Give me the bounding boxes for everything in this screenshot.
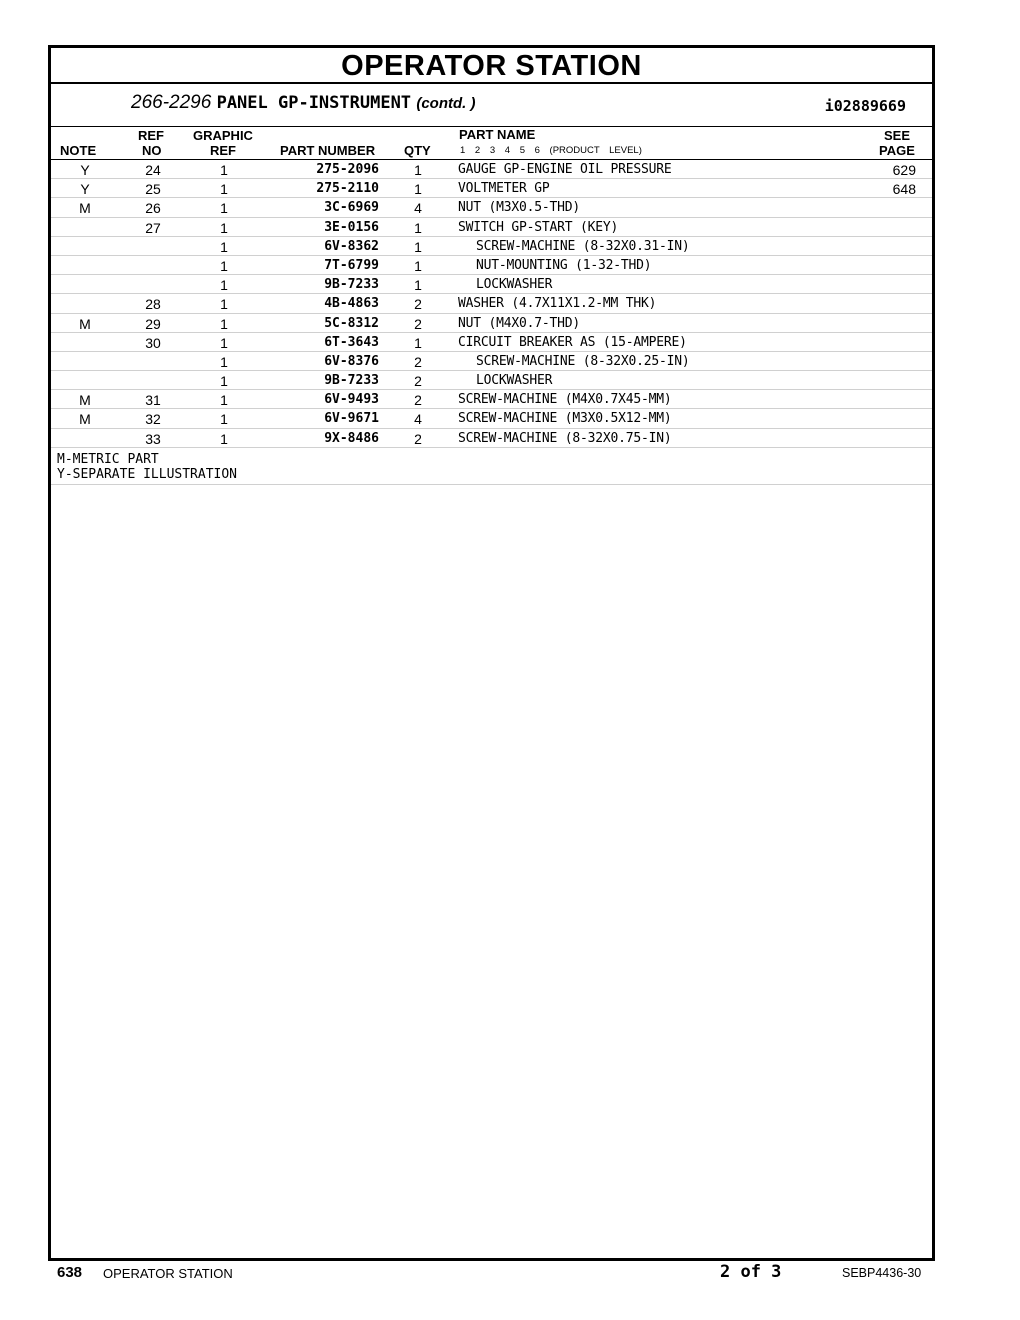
cell-ref: 32 (145, 411, 161, 428)
table-row (51, 352, 932, 371)
table-row (51, 160, 932, 179)
col-ref-top: REF (138, 128, 164, 143)
cell-note: M (79, 200, 91, 217)
cell-part-name: LOCKWASHER (476, 277, 553, 293)
table-row (51, 314, 932, 333)
cell-qty: 2 (414, 315, 422, 332)
cell-part-number: 3E-0156 (324, 219, 379, 235)
table-row (51, 371, 932, 390)
col-part-number: PART NUMBER (280, 143, 376, 158)
col-graphic-top: GRAPHIC (193, 128, 253, 143)
footer-page-of: 2 of 3 (720, 1262, 782, 1282)
cell-qty: 2 (414, 373, 422, 390)
col-see-top: SEE (884, 128, 911, 143)
table-row (51, 429, 932, 448)
assembly-number: 266-2296 (131, 92, 212, 113)
notes-legend (51, 448, 932, 485)
cell-part-name: SCREW-MACHINE (8-32X0.75-IN) (458, 430, 672, 446)
page-title: OPERATOR STATION (51, 48, 932, 84)
cell-qty: 1 (414, 238, 422, 255)
col-note: NOTE (60, 143, 97, 158)
assembly-title (131, 92, 475, 114)
cell-graphic-ref: 1 (220, 219, 228, 236)
cell-qty: 1 (414, 277, 422, 294)
col-part-name: PART NAME (459, 127, 536, 142)
col-ref-bottom: NO (142, 143, 162, 158)
cell-qty: 1 (414, 219, 422, 236)
cell-part-number: 275-2110 (316, 181, 379, 197)
table-row (51, 409, 932, 428)
cell-graphic-ref: 1 (220, 277, 228, 294)
table-row (51, 237, 932, 256)
cell-ref: 27 (145, 219, 161, 236)
cell-qty: 1 (414, 334, 422, 351)
cell-part-number: 9B-7233 (324, 373, 379, 389)
table-row (51, 333, 932, 352)
cell-part-number: 9B-7233 (324, 277, 379, 293)
col-graphic-bottom: REF (210, 143, 236, 158)
cell-ref: 26 (145, 200, 161, 217)
cell-graphic-ref: 1 (220, 181, 228, 198)
cell-qty: 2 (414, 430, 422, 447)
cell-qty: 1 (414, 162, 422, 178)
table-row (51, 218, 932, 237)
cell-ref: 30 (145, 334, 161, 351)
page-footer (0, 1264, 1020, 1288)
cell-note: M (79, 392, 91, 409)
cell-qty: 2 (414, 353, 422, 370)
table-row (51, 256, 932, 275)
footer-page-number: 638 (57, 1264, 83, 1281)
note-metric: M-METRIC PART (57, 451, 159, 467)
cell-ref: 24 (145, 162, 161, 178)
cell-qty: 2 (414, 296, 422, 313)
cell-graphic-ref: 1 (220, 200, 228, 217)
cell-part-number: 4B-4863 (324, 296, 379, 312)
cell-see-page: 648 (892, 181, 916, 198)
cell-note: M (79, 411, 91, 428)
cell-qty: 4 (414, 200, 422, 217)
cell-graphic-ref: 1 (220, 238, 228, 255)
col-see-bottom: PAGE (879, 143, 915, 158)
cell-graphic-ref: 1 (220, 315, 228, 332)
cell-qty: 2 (414, 392, 422, 409)
cell-part-name: SCREW-MACHINE (M3X0.5X12-MM) (458, 411, 672, 427)
cell-graphic-ref: 1 (220, 430, 228, 447)
note-separate-illustration: Y-SEPARATE ILLUSTRATION (57, 466, 238, 482)
parts-page-frame (48, 45, 935, 1261)
cell-part-number: 3C-6969 (324, 200, 379, 216)
cell-part-number: 9X-8486 (324, 430, 379, 446)
cell-part-number: 6V-9493 (324, 392, 379, 408)
cell-graphic-ref: 1 (220, 257, 228, 274)
cell-note: Y (80, 181, 90, 198)
cell-note: M (79, 315, 91, 332)
table-row (51, 294, 932, 313)
cell-graphic-ref: 1 (220, 334, 228, 351)
footer-doc-code: SEBP4436-30 (842, 1266, 922, 1280)
cell-qty: 1 (414, 181, 422, 198)
illustration-id: i02889669 (824, 97, 906, 115)
assembly-contd: (contd. ) (416, 95, 476, 112)
cell-graphic-ref: 1 (220, 373, 228, 390)
cell-part-name: GAUGE GP-ENGINE OIL PRESSURE (458, 162, 672, 177)
col-product-levels: 1 2 3 4 5 6 (PRODUCT LEVEL) (460, 145, 642, 156)
cell-ref: 33 (145, 430, 161, 447)
cell-graphic-ref: 1 (220, 353, 228, 370)
cell-ref: 25 (145, 181, 161, 198)
cell-part-name: WASHER (4.7X11X1.2-MM THK) (458, 296, 657, 312)
cell-graphic-ref: 1 (220, 296, 228, 313)
cell-part-name: LOCKWASHER (476, 373, 553, 389)
cell-part-name: SCREW-MACHINE (M4X0.7X45-MM) (458, 392, 672, 408)
cell-qty: 4 (414, 411, 422, 428)
cell-see-page: 629 (892, 162, 916, 178)
table-row (51, 198, 932, 217)
cell-part-number: 6V-8376 (324, 353, 379, 369)
cell-ref: 31 (145, 392, 161, 409)
cell-part-number: 6T-3643 (324, 334, 379, 350)
cell-graphic-ref: 1 (220, 162, 228, 178)
footer-section: OPERATOR STATION (103, 1266, 233, 1281)
cell-ref: 28 (145, 296, 161, 313)
cell-graphic-ref: 1 (220, 411, 228, 428)
cell-part-name: NUT (M4X0.7-THD) (458, 315, 581, 331)
cell-part-number: 6V-9671 (324, 411, 379, 427)
col-qty: QTY (404, 143, 431, 158)
table-row (51, 390, 932, 409)
cell-part-name: VOLTMETER GP (458, 181, 550, 197)
cell-qty: 1 (414, 257, 422, 274)
table-row (51, 179, 932, 198)
cell-part-name: SCREW-MACHINE (8-32X0.31-IN) (476, 238, 690, 254)
column-headers (51, 127, 932, 160)
table-row (51, 275, 932, 294)
assembly-name: PANEL GP-INSTRUMENT (216, 93, 412, 113)
parts-list (51, 160, 932, 448)
cell-part-number: 6V-8362 (324, 238, 379, 254)
cell-part-name: NUT (M3X0.5-THD) (458, 200, 581, 216)
cell-graphic-ref: 1 (220, 392, 228, 409)
cell-ref: 29 (145, 315, 161, 332)
assembly-header (51, 84, 932, 127)
cell-note: Y (80, 162, 90, 178)
cell-part-name: SWITCH GP-START (KEY) (458, 219, 619, 235)
cell-part-name: NUT-MOUNTING (1-32-THD) (476, 257, 652, 273)
cell-part-number: 5C-8312 (324, 315, 379, 331)
cell-part-name: SCREW-MACHINE (8-32X0.25-IN) (476, 353, 690, 369)
cell-part-number: 7T-6799 (324, 257, 379, 273)
cell-part-number: 275-2096 (316, 162, 379, 177)
cell-part-name: CIRCUIT BREAKER AS (15-AMPERE) (458, 334, 687, 350)
